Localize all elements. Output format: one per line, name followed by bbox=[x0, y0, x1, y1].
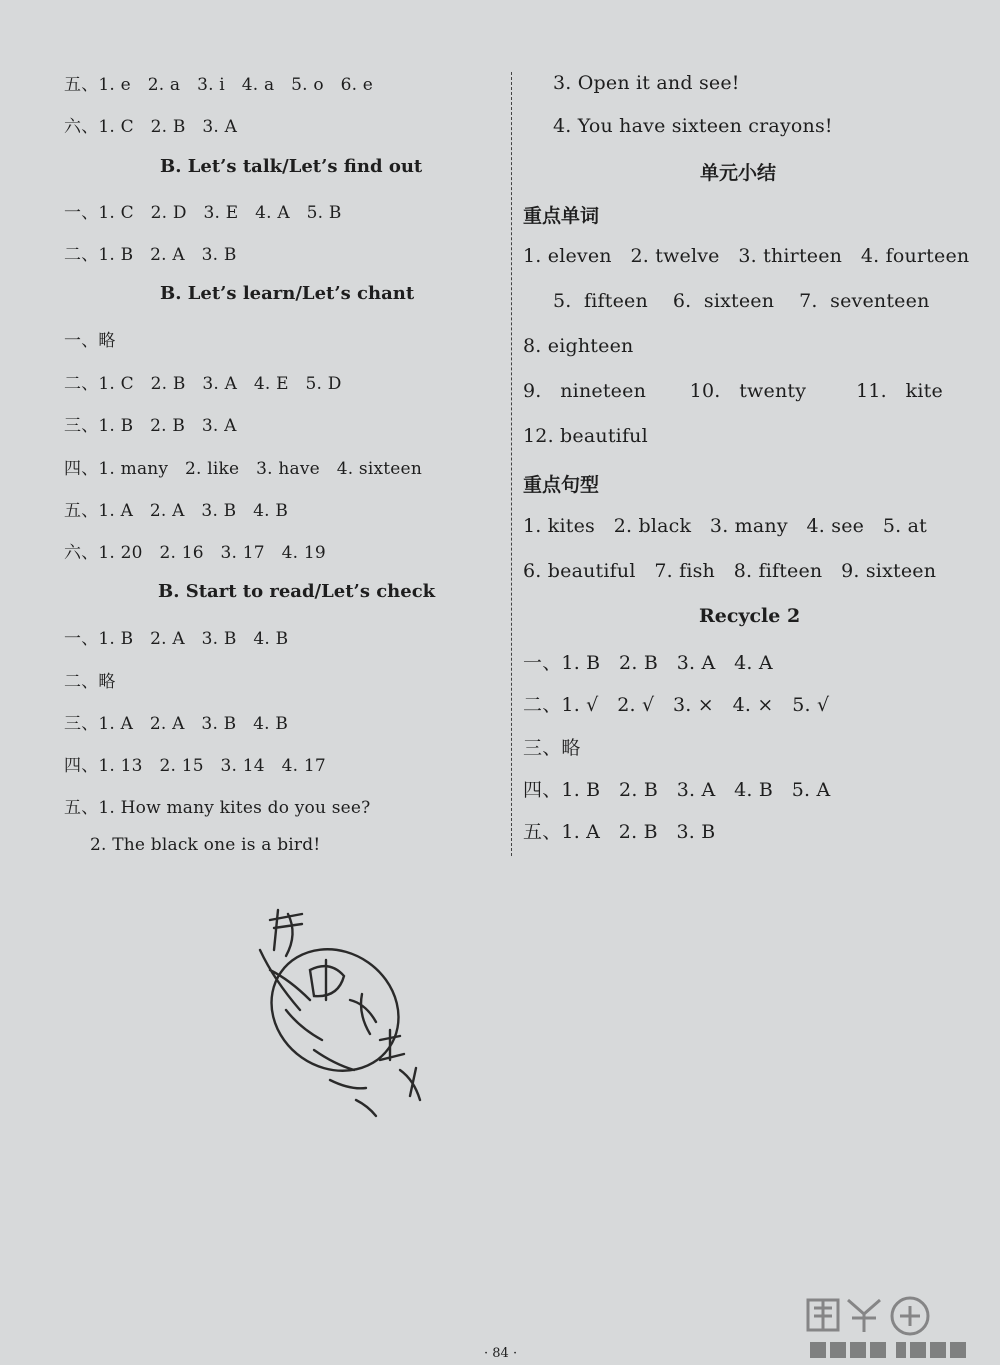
answer-line: 一、1. B 2. B 3. A 4. A bbox=[523, 652, 773, 674]
answer-line: 五、1. e 2. a 3. i 4. a 5. o 6. e bbox=[64, 75, 374, 95]
answer-line: 2. The black one is a bird! bbox=[90, 835, 321, 855]
answer-line: 五、1. A 2. A 3. B 4. B bbox=[64, 501, 289, 521]
answer-line: 1. kites 2. black 3. many 4. see 5. at bbox=[523, 515, 927, 537]
column-divider bbox=[511, 72, 512, 856]
answer-line: 六、1. 20 2. 16 3. 17 4. 19 bbox=[64, 543, 326, 563]
answer-line: 一、1. C 2. D 3. E 4. A 5. B bbox=[64, 203, 342, 223]
answer-line: 三、1. B 2. B 3. A bbox=[64, 416, 237, 436]
answer-line: 一、略 bbox=[64, 331, 116, 351]
answer-line: 六、1. C 2. B 3. A bbox=[64, 117, 238, 137]
page-number: · 84 · bbox=[484, 1346, 518, 1361]
section-heading: B. Let’s learn/Let’s chant bbox=[160, 283, 415, 304]
section-heading: B. Let’s talk/Let’s find out bbox=[160, 156, 423, 177]
answer-line: 3. Open it and see! bbox=[553, 72, 740, 94]
key-words-heading: 重点单词 bbox=[523, 205, 600, 227]
answer-line: 4. You have sixteen crayons! bbox=[553, 115, 833, 137]
answer-line: 四、1. B 2. B 3. A 4. B 5. A bbox=[523, 779, 831, 801]
section-heading: Recycle 2 bbox=[699, 605, 801, 627]
handwritten-stamp-logo bbox=[230, 890, 440, 1130]
answer-line: 一、1. B 2. A 3. B 4. B bbox=[64, 629, 289, 649]
answer-line: 五、1. How many kites do you see? bbox=[64, 798, 371, 818]
answer-line: 二、1. √ 2. √ 3. × 4. × 5. √ bbox=[523, 694, 830, 716]
key-sentences-heading: 重点句型 bbox=[523, 474, 600, 496]
summary-heading: 单元小结 bbox=[700, 162, 777, 184]
answer-line: 8. eighteen bbox=[523, 335, 634, 357]
section-heading: B. Start to read/Let’s check bbox=[158, 581, 436, 602]
answer-line: 6. beautiful 7. fish 8. fifteen 9. sixteen bbox=[523, 560, 937, 582]
answer-line: 四、1. many 2. like 3. have 4. sixteen bbox=[64, 459, 422, 479]
answer-line: 二、1. C 2. B 3. A 4. E 5. D bbox=[64, 374, 342, 394]
answer-line: 12. beautiful bbox=[523, 425, 648, 447]
answer-line: 9. nineteen 10. twenty 11. kite bbox=[523, 380, 943, 402]
answer-line: 三、略 bbox=[523, 737, 581, 759]
answer-line: 三、1. A 2. A 3. B 4. B bbox=[64, 714, 289, 734]
answer-line: 四、1. 13 2. 15 3. 14 4. 17 bbox=[64, 756, 326, 776]
answer-line: 二、略 bbox=[64, 672, 116, 692]
answer-line: 五、1. A 2. B 3. B bbox=[523, 821, 716, 843]
answer-line: 1. eleven 2. twelve 3. thirteen 4. fourteen bbox=[523, 245, 970, 267]
answer-line: 5. fifteen 6. sixteen 7. seventeen bbox=[553, 290, 930, 312]
answer-line: 二、1. B 2. A 3. B bbox=[64, 245, 237, 265]
answer-circle-watermark-logo bbox=[800, 1290, 1000, 1365]
